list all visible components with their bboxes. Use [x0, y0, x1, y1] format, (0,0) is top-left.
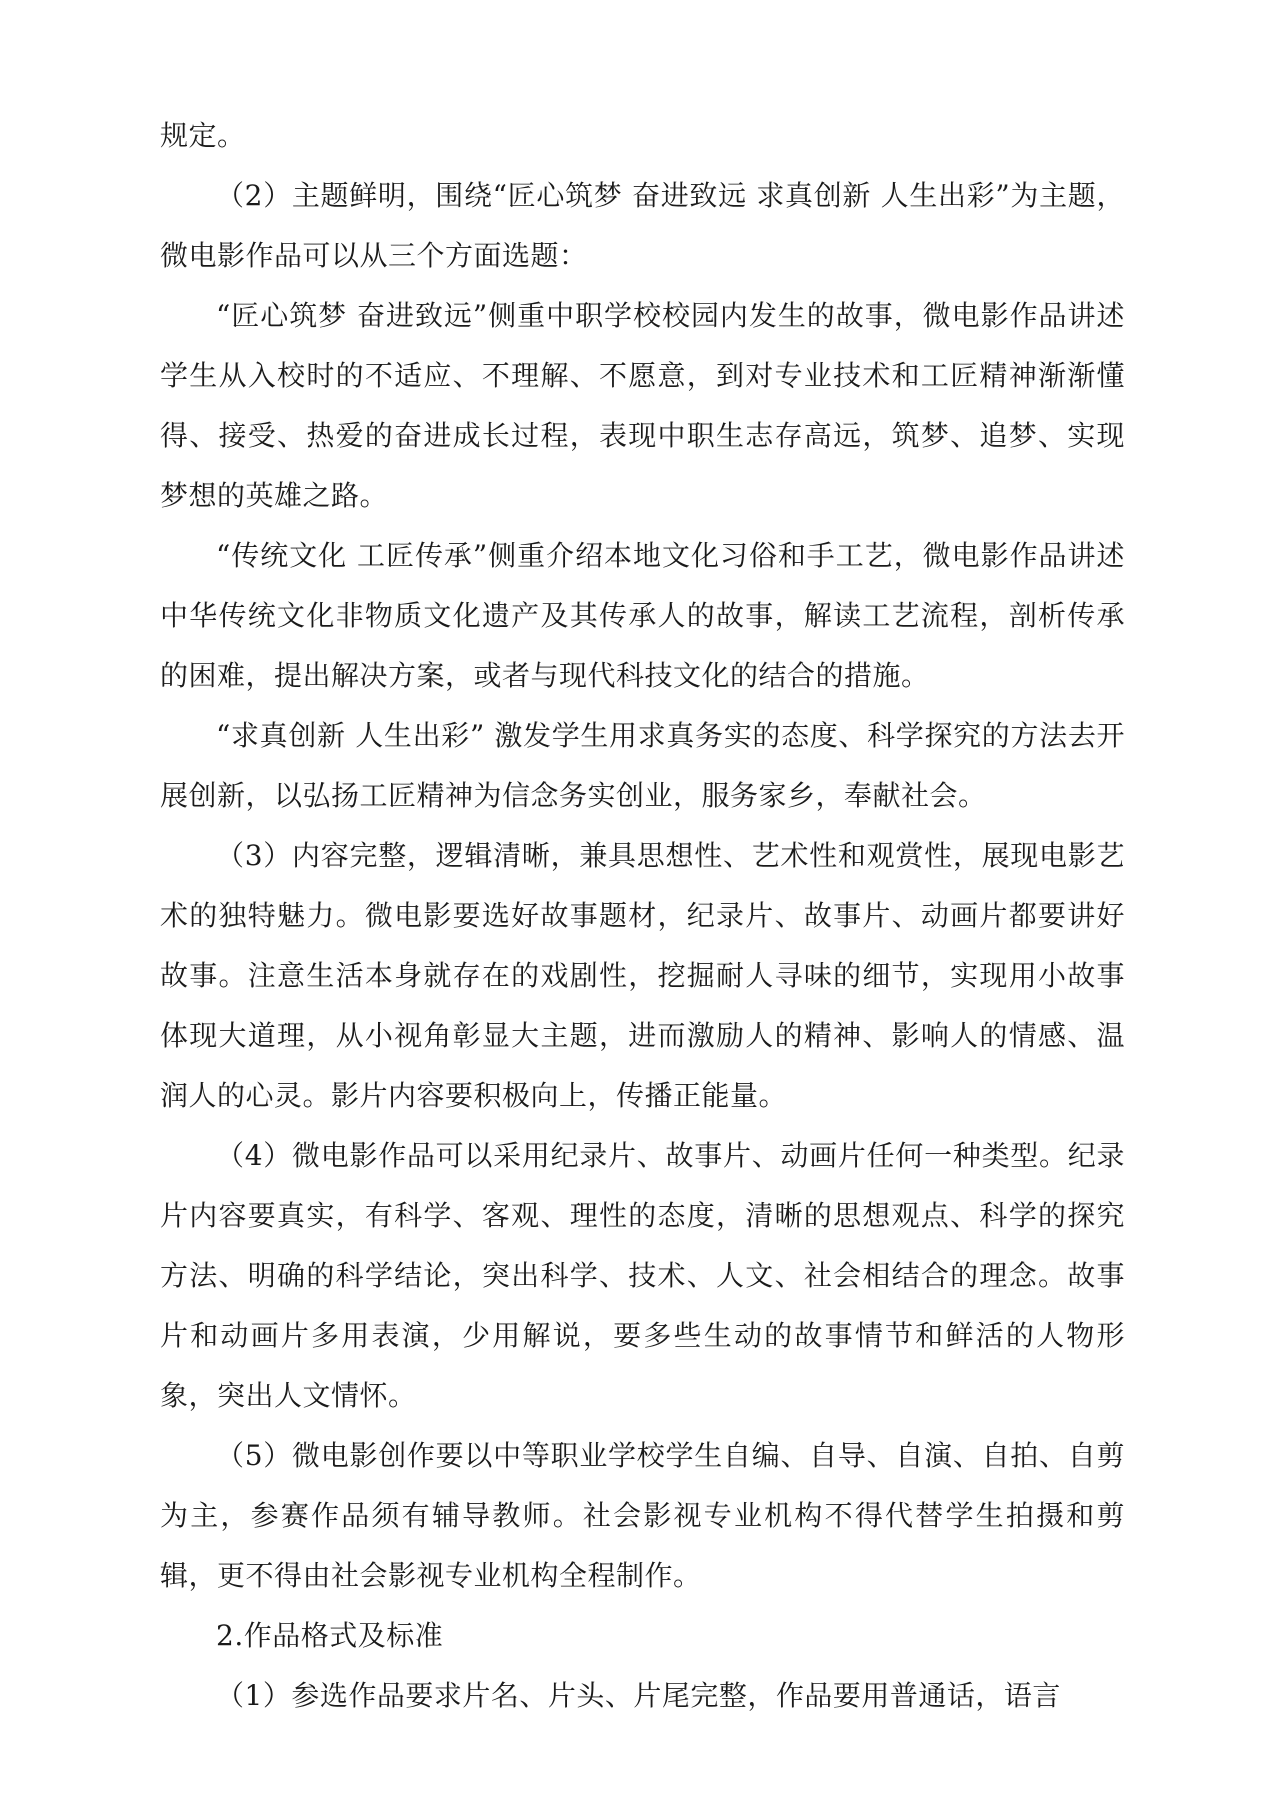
paragraph-topic-traditional-culture: “传统文化 工匠传承”侧重介绍本地文化习俗和手工艺，微电影作品讲述中华传统文化非物质文化遗产及其传承人的故事，解读工艺流程，剖析传承的困难，提出解决方案，或者与现代科技文化的结合的措施。 [160, 539, 1125, 692]
paragraph-topic-craftsmanship-dream: “匠心筑梦 奋进致远”侧重中职学校校园内发生的故事，微电影作品讲述学生从入校时的不适应、不理解、不愿意，到对专业技术和工匠精神渐渐懂得、接受、热爱的奋进成长过程，表现中职生志存高远，筑梦、追梦、实现梦想的英雄之路。 [160, 299, 1125, 512]
paragraph-film-types: （4）微电影作品可以采用纪录片、故事片、动画片任何一种类型。纪录片内容要真实，有科学、客观、理性的态度，清晰的思想观点、科学的探究方法、明确的科学结论，突出科学、技术、人文、社会相结合的理念。故事片和动画片多用表演，少用解说，要多些生动的故事情节和鲜活的人物形象，突出人文情怀。 [160, 1139, 1125, 1412]
paragraph-format-requirement: （1）参选作品要求片名、片头、片尾完整，作品要用普通话，语言 [216, 1679, 1061, 1712]
paragraph-topic-innovation: “求真创新 人生出彩” 激发学生用求真务实的态度、科学探究的方法去开展创新，以弘扬工匠精神为信念务实创业，服务家乡，奉献社会。 [160, 719, 1125, 812]
paragraph-content-requirement: （3）内容完整，逻辑清晰，兼具思想性、艺术性和观赏性，展现电影艺术的独特魅力。微电影要选好故事题材，纪录片、故事片、动画片都要讲好故事。注意生活本身就存在的戏剧性，挖掘耐人寻味的细节，实现用小故事体现大道理，从小视角彰显大主题，进而激励人的精神、影响人的情感、温润人的心灵。影片内容要积极向上，传播正能量。 [160, 839, 1125, 1112]
paragraph-continuation: 规定。 [160, 119, 246, 152]
paragraph-theme-requirement: （2）主题鲜明，围绕“匠心筑梦 奋进致远 求真创新 人生出彩”为主题，微电影作品可以从三个方面选题： [160, 179, 1125, 272]
document-body [160, 106, 1125, 1726]
paragraph-student-creation: （5）微电影创作要以中等职业学校学生自编、自导、自演、自拍、自剪为主，参赛作品须有辅导教师。社会影视专业机构不得代替学生拍摄和剪辑，更不得由社会影视专业机构全程制作。 [160, 1439, 1125, 1592]
section-heading-format-standards: 2.作品格式及标准 [216, 1619, 444, 1652]
